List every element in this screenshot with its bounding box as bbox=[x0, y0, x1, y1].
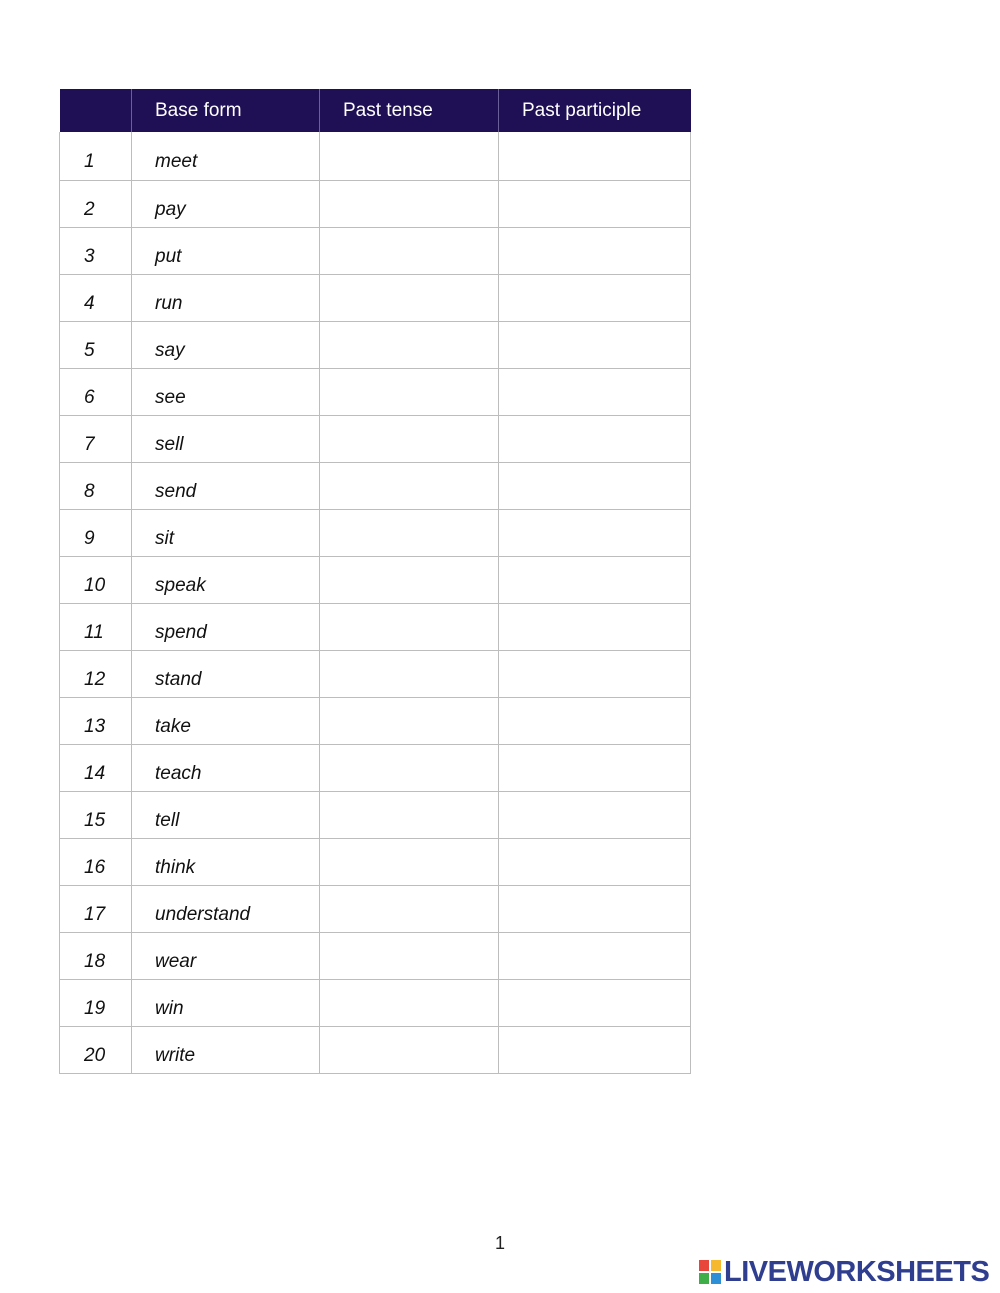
base-form-cell-text: win bbox=[155, 997, 184, 1019]
table-row bbox=[60, 1026, 691, 1073]
logo-square bbox=[698, 1272, 710, 1285]
table-row bbox=[60, 556, 691, 603]
past-tense-answer-cell[interactable] bbox=[320, 744, 499, 791]
past-tense-answer-cell[interactable] bbox=[320, 885, 499, 932]
base-form-cell-text: write bbox=[155, 1044, 196, 1066]
row-number-text: 5 bbox=[84, 339, 95, 361]
base-form-cell-text: sell bbox=[155, 433, 184, 455]
base-form-cell-text: teach bbox=[155, 762, 202, 784]
table-body bbox=[60, 132, 691, 1073]
base-form-cell-text: understand bbox=[155, 903, 251, 925]
header-base-form: Base form bbox=[132, 89, 320, 132]
base-form-cell bbox=[132, 415, 320, 462]
base-form-cell bbox=[132, 744, 320, 791]
row-number bbox=[60, 132, 132, 180]
past-participle-answer-cell[interactable] bbox=[499, 1026, 691, 1073]
liveworksheets-brand bbox=[698, 1257, 989, 1287]
row-number bbox=[60, 885, 132, 932]
row-number bbox=[60, 274, 132, 321]
past-participle-answer-cell[interactable] bbox=[499, 368, 691, 415]
table-row bbox=[60, 462, 691, 509]
base-form-cell-text: see bbox=[155, 386, 186, 408]
row-number-text: 7 bbox=[84, 433, 95, 455]
base-form-cell bbox=[132, 462, 320, 509]
row-number bbox=[60, 462, 132, 509]
row-number bbox=[60, 368, 132, 415]
past-tense-answer-cell[interactable] bbox=[320, 462, 499, 509]
past-tense-answer-cell[interactable] bbox=[320, 227, 499, 274]
base-form-cell-text: put bbox=[155, 245, 182, 267]
row-number-text: 6 bbox=[84, 386, 95, 408]
row-number-text: 14 bbox=[84, 762, 106, 784]
base-form-cell-text: send bbox=[155, 480, 197, 502]
past-tense-answer-cell[interactable] bbox=[320, 274, 499, 321]
base-form-cell bbox=[132, 885, 320, 932]
past-tense-answer-cell[interactable] bbox=[320, 509, 499, 556]
base-form-cell bbox=[132, 650, 320, 697]
logo-square bbox=[698, 1259, 710, 1272]
table-row bbox=[60, 509, 691, 556]
past-participle-answer-cell[interactable] bbox=[499, 791, 691, 838]
past-participle-answer-cell[interactable] bbox=[499, 744, 691, 791]
base-form-cell bbox=[132, 227, 320, 274]
past-tense-answer-cell[interactable] bbox=[320, 603, 499, 650]
base-form-cell bbox=[132, 274, 320, 321]
header-row bbox=[60, 89, 691, 132]
row-number bbox=[60, 979, 132, 1026]
row-number-text: 3 bbox=[84, 245, 95, 267]
table-row bbox=[60, 697, 691, 744]
past-tense-answer-cell[interactable] bbox=[320, 650, 499, 697]
base-form-cell-text: sit bbox=[155, 527, 174, 549]
past-participle-answer-cell[interactable] bbox=[499, 697, 691, 744]
past-tense-answer-cell[interactable] bbox=[320, 321, 499, 368]
base-form-cell-text: spend bbox=[155, 621, 207, 643]
row-number-text: 2 bbox=[84, 198, 95, 220]
table-row bbox=[60, 744, 691, 791]
base-form-cell-text: run bbox=[155, 292, 183, 314]
past-participle-answer-cell[interactable] bbox=[499, 603, 691, 650]
base-form-cell-text: pay bbox=[155, 198, 186, 220]
row-number-text: 17 bbox=[84, 903, 106, 925]
row-number-text: 20 bbox=[84, 1044, 106, 1066]
base-form-cell-text: speak bbox=[155, 574, 206, 596]
base-form-cell bbox=[132, 603, 320, 650]
row-number-text: 12 bbox=[84, 668, 106, 690]
row-number-text: 8 bbox=[84, 480, 95, 502]
header-past-tense: Past tense bbox=[320, 89, 499, 132]
row-number-text: 1 bbox=[84, 150, 95, 172]
base-form-cell bbox=[132, 321, 320, 368]
past-participle-answer-cell[interactable] bbox=[499, 509, 691, 556]
row-number-text: 4 bbox=[84, 292, 95, 314]
row-number-text: 18 bbox=[84, 950, 106, 972]
table-row bbox=[60, 132, 691, 180]
table-header bbox=[60, 89, 691, 132]
past-participle-answer-cell[interactable] bbox=[499, 838, 691, 885]
row-number bbox=[60, 838, 132, 885]
table-row bbox=[60, 838, 691, 885]
row-number bbox=[60, 321, 132, 368]
base-form-cell-text: wear bbox=[155, 950, 197, 972]
row-number bbox=[60, 932, 132, 979]
table-row bbox=[60, 650, 691, 697]
row-number-text: 11 bbox=[84, 621, 104, 643]
row-number-text: 9 bbox=[84, 527, 95, 549]
base-form-cell-text: say bbox=[155, 339, 185, 361]
table-row bbox=[60, 791, 691, 838]
base-form-cell bbox=[132, 509, 320, 556]
past-participle-answer-cell[interactable] bbox=[499, 932, 691, 979]
past-tense-answer-cell[interactable] bbox=[320, 697, 499, 744]
past-participle-answer-cell[interactable] bbox=[499, 227, 691, 274]
row-number-text: 15 bbox=[84, 809, 106, 831]
base-form-cell-text: meet bbox=[155, 150, 198, 172]
base-form-cell bbox=[132, 180, 320, 227]
table-row bbox=[60, 180, 691, 227]
row-number bbox=[60, 650, 132, 697]
past-tense-answer-cell[interactable] bbox=[320, 1026, 499, 1073]
table-row bbox=[60, 274, 691, 321]
row-number bbox=[60, 556, 132, 603]
row-number bbox=[60, 1026, 132, 1073]
base-form-cell bbox=[132, 932, 320, 979]
past-tense-answer-cell[interactable] bbox=[320, 791, 499, 838]
table-row bbox=[60, 885, 691, 932]
past-tense-answer-cell[interactable] bbox=[320, 415, 499, 462]
past-tense-answer-cell[interactable] bbox=[320, 556, 499, 603]
page-number: 1 bbox=[494, 1233, 505, 1253]
row-number bbox=[60, 744, 132, 791]
past-tense-answer-cell[interactable] bbox=[320, 132, 499, 180]
past-participle-answer-cell[interactable] bbox=[499, 132, 691, 180]
base-form-cell bbox=[132, 1026, 320, 1073]
table-row bbox=[60, 368, 691, 415]
table-row bbox=[60, 321, 691, 368]
row-number-text: 10 bbox=[84, 574, 106, 596]
logo-square bbox=[710, 1272, 722, 1285]
past-tense-answer-cell[interactable] bbox=[320, 932, 499, 979]
base-form-cell bbox=[132, 791, 320, 838]
past-participle-answer-cell[interactable] bbox=[499, 180, 691, 227]
base-form-cell-text: take bbox=[155, 715, 191, 737]
past-participle-answer-cell[interactable] bbox=[499, 650, 691, 697]
row-number-text: 19 bbox=[84, 997, 106, 1019]
row-number bbox=[60, 227, 132, 274]
base-form-cell bbox=[132, 132, 320, 180]
table-row bbox=[60, 415, 691, 462]
row-number-text: 13 bbox=[84, 715, 106, 737]
row-number bbox=[60, 697, 132, 744]
base-form-cell bbox=[132, 838, 320, 885]
row-number bbox=[60, 509, 132, 556]
past-participle-answer-cell[interactable] bbox=[499, 556, 691, 603]
brand-text: LIVEWORKSHEETS bbox=[724, 1256, 990, 1288]
past-participle-answer-cell[interactable] bbox=[499, 321, 691, 368]
row-number bbox=[60, 791, 132, 838]
base-form-cell bbox=[132, 556, 320, 603]
table-row bbox=[60, 979, 691, 1026]
header-number bbox=[60, 89, 132, 132]
table-row bbox=[60, 603, 691, 650]
base-form-cell-text: stand bbox=[155, 668, 202, 690]
base-form-cell-text: think bbox=[155, 856, 196, 878]
table-row bbox=[60, 227, 691, 274]
past-tense-answer-cell[interactable] bbox=[320, 180, 499, 227]
verb-table bbox=[59, 89, 691, 1074]
base-form-cell bbox=[132, 697, 320, 744]
row-number bbox=[60, 180, 132, 227]
row-number bbox=[60, 415, 132, 462]
past-participle-answer-cell[interactable] bbox=[499, 462, 691, 509]
past-participle-answer-cell[interactable] bbox=[499, 979, 691, 1026]
base-form-cell-text: tell bbox=[155, 809, 180, 831]
past-tense-answer-cell[interactable] bbox=[320, 838, 499, 885]
past-tense-answer-cell[interactable] bbox=[320, 979, 499, 1026]
table-row bbox=[60, 932, 691, 979]
logo-square bbox=[710, 1259, 722, 1272]
header-past-participle: Past participle bbox=[499, 89, 691, 132]
base-form-cell bbox=[132, 979, 320, 1026]
past-tense-answer-cell[interactable] bbox=[320, 368, 499, 415]
liveworksheets-logo-icon bbox=[698, 1259, 722, 1285]
base-form-cell bbox=[132, 368, 320, 415]
past-participle-answer-cell[interactable] bbox=[499, 274, 691, 321]
row-number-text: 16 bbox=[84, 856, 106, 878]
row-number bbox=[60, 603, 132, 650]
past-participle-answer-cell[interactable] bbox=[499, 885, 691, 932]
past-participle-answer-cell[interactable] bbox=[499, 415, 691, 462]
